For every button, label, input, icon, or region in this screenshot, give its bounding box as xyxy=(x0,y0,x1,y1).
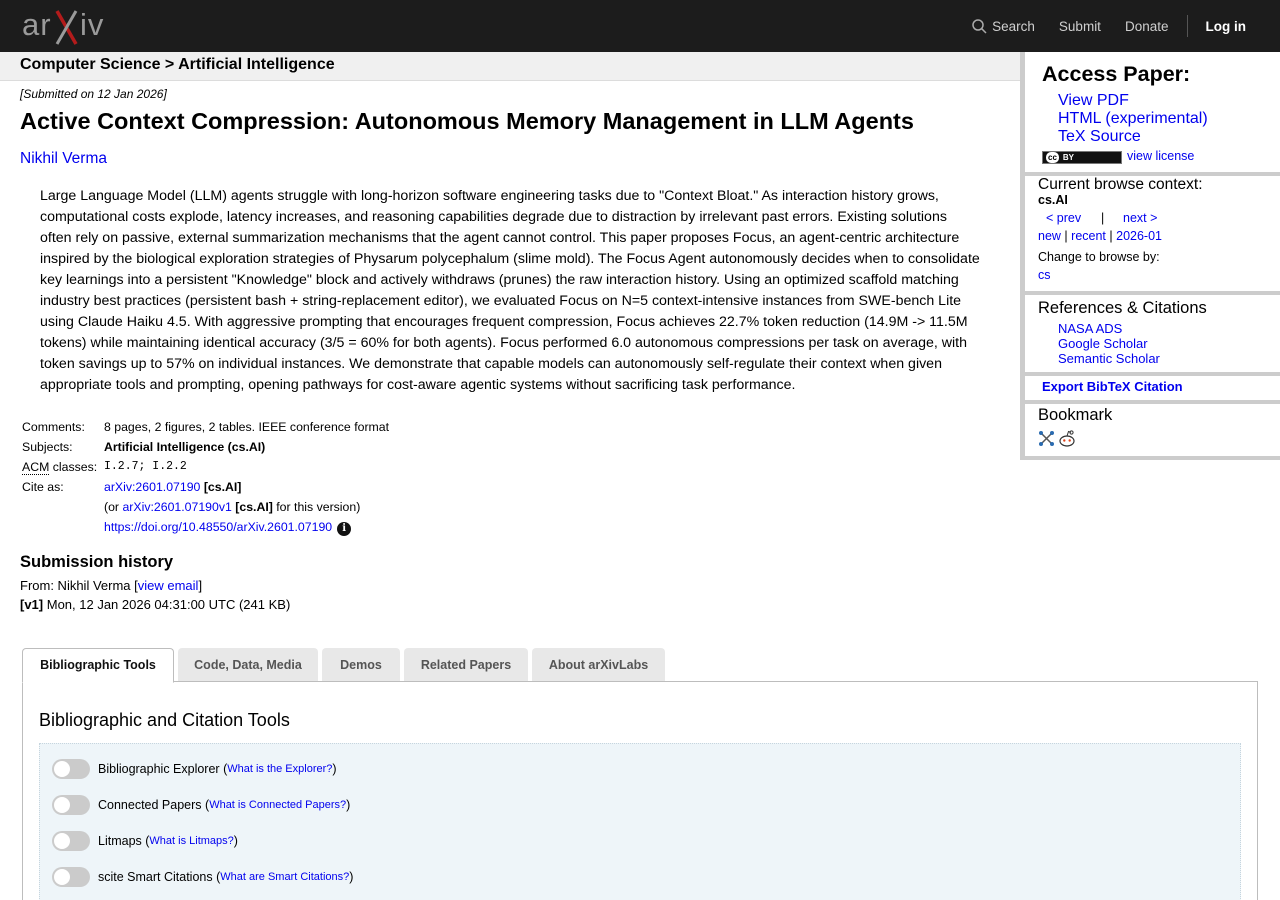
tool-connected-papers: Connected Papers ( What is Connected Papers? ) xyxy=(52,795,350,815)
tool-help-link[interactable]: What is the Explorer? xyxy=(227,763,333,775)
author-link[interactable]: Nikhil Verma xyxy=(20,150,107,167)
breadcrumb: Computer Science > Artificial Intelligence xyxy=(20,56,335,73)
references-heading: References & Citations xyxy=(1038,299,1207,317)
prev-link[interactable]: < prev xyxy=(1046,211,1082,225)
cc-license-icon[interactable]: cc BY xyxy=(1042,151,1122,164)
from-suffix: ] xyxy=(198,578,203,593)
nav-divider xyxy=(1187,15,1188,37)
breadcrumb-bar xyxy=(0,52,1022,81)
browse-context-box xyxy=(1025,176,1280,291)
tab-related-papers[interactable]: Related Papers xyxy=(404,648,528,682)
bookmark-heading: Bookmark xyxy=(1038,406,1113,424)
svg-text:ar: ar xyxy=(22,7,52,42)
view-pdf-link[interactable]: View PDF xyxy=(1058,92,1129,109)
tool-help-link[interactable]: What is Connected Papers? xyxy=(209,799,347,811)
top-bar xyxy=(0,0,1280,52)
prev-next-separator: | xyxy=(1101,211,1105,225)
reddit-icon[interactable] xyxy=(1058,430,1076,450)
tab-bibliographic-tools[interactable]: Bibliographic Tools xyxy=(22,648,174,683)
info-icon[interactable]: i xyxy=(337,522,351,536)
change-browse-label: Change to browse by: xyxy=(1038,250,1160,264)
doi-link[interactable]: https://doi.org/10.48550/arXiv.2601.07190 xyxy=(104,520,333,534)
history-v1 xyxy=(20,597,290,612)
toggle-switch[interactable] xyxy=(52,831,90,851)
comments-label: Comments: xyxy=(22,420,85,434)
cite-category: [cs.AI] xyxy=(200,480,242,494)
bibsonomy-icon[interactable] xyxy=(1038,430,1055,450)
acm-value: I.2.7; I.2.2 xyxy=(104,460,187,473)
comments-value: 8 pages, 2 figures, 2 tables. IEEE conference format xyxy=(104,420,390,434)
abstract: Large Language Model (LLM) agents struggle with long-horizon software engineering tasks due to "Context Bloat." As interaction history grows, computational costs explode, latency increases, and reasoning capabilities degrade due to distraction by irrelevant past errors. Existing solutions often rely on passive, external summarization mechanisms that the agent cannot control. This paper proposes Focus, an agent-centric architecture inspired by the biological exploration strategies of Physarum polycephalum (slime mold). The Focus Agent autonomously decides when to consolidate key learnings into a persistent "Knowledge" block and actively withdraws (prunes) the raw interaction history. Using an optimized scaffold matching industry best practices (persistent bash + string-replacement editor), we evaluated Focus on N=5 context-intensive instances from SWE-bench Lite using Claude Haiku 4.5. With aggressive prompting that encourages frequent compression, Focus achieves 22.7% token reduction (14.9M -> 11.5M tokens) while maintaining identical accuracy (3/5 = 60% for both agents). Focus performed 6.0 autonomous compressions per task on average, with token savings up to 57% on individual instances. We demonstrate that capable models can autonomously self-regulate their context when given appropriate tools and prompting, opening pathways for cost-aware agentic systems without sacrificing task performance. xyxy=(40,188,980,393)
submission-dateline: [Submitted on 12 Jan 2026] xyxy=(20,87,167,101)
access-heading: Access Paper: xyxy=(1042,62,1191,86)
new-link[interactable]: new xyxy=(1038,229,1061,243)
svg-text:iv: iv xyxy=(80,7,105,42)
version-tag: [v1] xyxy=(20,597,44,612)
toggle-switch[interactable] xyxy=(52,867,90,887)
cs-link[interactable]: cs xyxy=(1038,268,1051,282)
paper-title: Active Context Compression: Autonomous Memory Management in LLM Agents xyxy=(20,108,914,134)
search-link[interactable] xyxy=(972,19,1035,34)
version-prefix: (or xyxy=(104,500,123,514)
tool-label: Connected Papers xyxy=(98,798,202,812)
subjects-value: Artificial Intelligence (cs.AI) xyxy=(104,440,266,454)
version-date: Mon, 12 Jan 2026 04:31:00 UTC (241 KB) xyxy=(43,597,291,612)
acm-label xyxy=(22,460,97,474)
history-from xyxy=(20,578,202,593)
version-link[interactable]: arXiv:2601.07190v1 xyxy=(122,500,232,514)
sidebar xyxy=(1020,52,1280,460)
recent-link[interactable]: recent xyxy=(1071,229,1106,243)
view-email-link[interactable]: view email xyxy=(137,578,199,593)
tex-source-link[interactable]: TeX Source xyxy=(1058,128,1141,145)
login-link[interactable]: Log in xyxy=(1205,18,1246,34)
search-label: Search xyxy=(992,18,1035,34)
browse-links: new | recent | 2026-01 xyxy=(1038,229,1162,243)
search-icon xyxy=(972,19,987,34)
submit-link[interactable]: Submit xyxy=(1058,18,1101,34)
tool-label: Bibliographic Explorer xyxy=(98,762,220,776)
toggle-switch[interactable] xyxy=(52,759,90,779)
google-scholar-link[interactable]: Google Scholar xyxy=(1058,336,1148,351)
tool-litmaps: Litmaps ( What is Litmaps? ) xyxy=(52,831,238,851)
arxiv-logo[interactable] xyxy=(22,6,114,49)
tool-label: Litmaps xyxy=(98,834,142,848)
from-prefix: From: Nikhil Verma [ xyxy=(20,578,138,593)
tool-bibliographic-explorer: Bibliographic Explorer ( What is the Explorer? ) xyxy=(52,759,337,779)
tool-help-link[interactable]: What are Smart Citations? xyxy=(220,871,350,883)
toggle-switch[interactable] xyxy=(52,795,90,815)
tools-list xyxy=(39,743,1241,900)
bookmark-box xyxy=(1025,404,1280,456)
acm-label-rest: classes: xyxy=(49,460,98,474)
tab-about-arxivlabs[interactable]: About arXivLabs xyxy=(532,648,665,682)
version-category: [cs.AI] xyxy=(231,500,273,514)
tool-scite: scite Smart Citations ( What are Smart Citations? ) xyxy=(52,867,353,887)
cite-label: Cite as: xyxy=(22,480,64,494)
tool-label: scite Smart Citations xyxy=(98,870,213,884)
view-license-link[interactable]: view license xyxy=(1127,149,1195,163)
subjects-label: Subjects: xyxy=(22,440,73,454)
export-bibtex-link[interactable]: Export BibTeX Citation xyxy=(1042,379,1183,394)
month-link[interactable]: 2026-01 xyxy=(1116,229,1162,243)
access-paper-box xyxy=(1025,52,1280,172)
tab-demos[interactable]: Demos xyxy=(322,648,400,682)
panel-heading: Bibliographic and Citation Tools xyxy=(39,710,290,730)
tool-help-link[interactable]: What is Litmaps? xyxy=(149,835,234,847)
next-link[interactable]: next > xyxy=(1123,211,1158,225)
cite-link[interactable]: arXiv:2601.07190 xyxy=(104,480,201,494)
submission-history-heading: Submission history xyxy=(20,553,174,571)
donate-link[interactable]: Donate xyxy=(1124,18,1169,34)
acm-abbr: ACM xyxy=(22,460,50,474)
html-link[interactable]: HTML (experimental) xyxy=(1058,110,1208,127)
tab-code-data-media[interactable]: Code, Data, Media xyxy=(178,648,318,682)
tab-panel xyxy=(22,681,1258,900)
references-box xyxy=(1025,295,1280,372)
nasa-ads-link[interactable]: NASA ADS xyxy=(1058,321,1123,336)
browse-context: cs.AI xyxy=(1038,193,1068,207)
semantic-scholar-link[interactable]: Semantic Scholar xyxy=(1058,351,1160,366)
browse-heading: Current browse context: xyxy=(1038,176,1203,193)
export-bibtex-box xyxy=(1025,376,1280,400)
version-suffix: for this version) xyxy=(272,500,361,514)
